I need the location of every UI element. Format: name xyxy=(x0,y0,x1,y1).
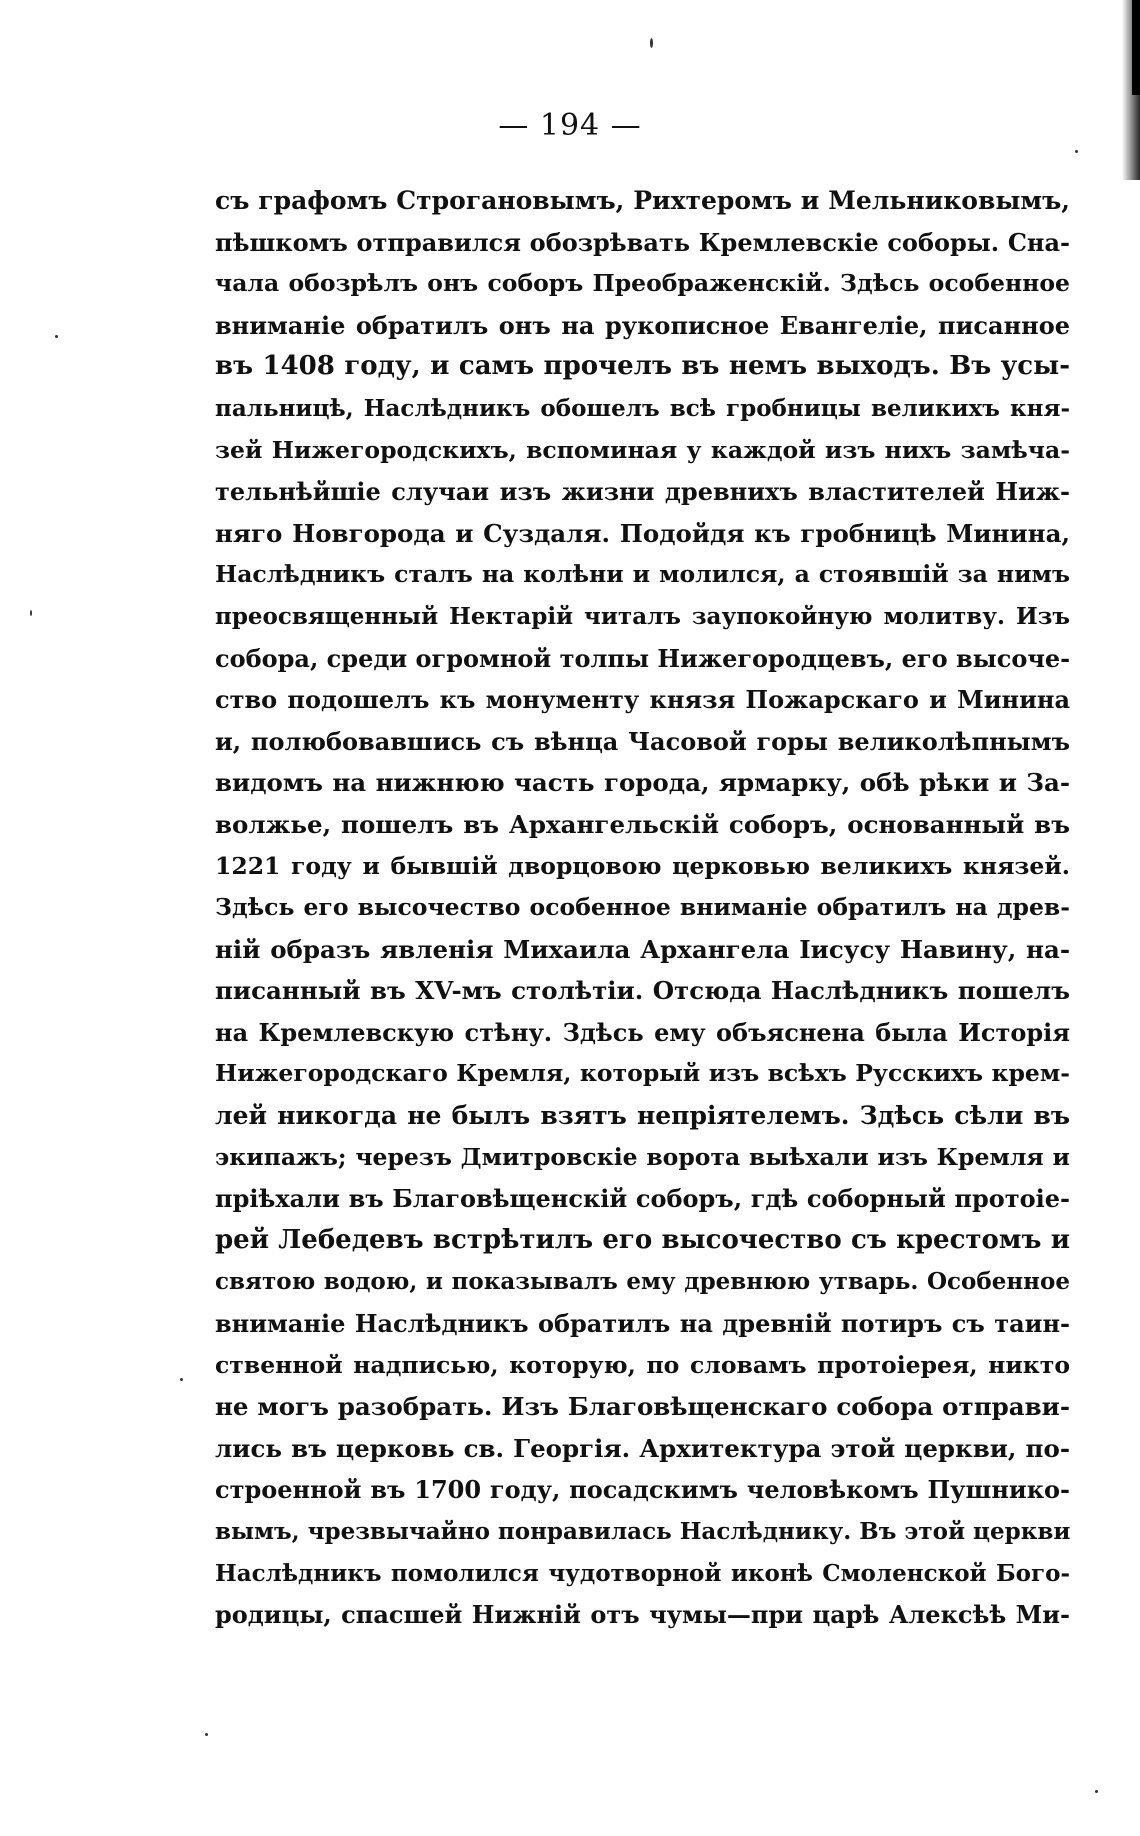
scan-speck xyxy=(650,38,653,48)
text-line: Нижегородскаго Кремля, который изъ всѣхъ Русскихъ крем- xyxy=(215,1059,1070,1088)
text-line: пѣшкомъ отправился обозрѣвать Кремлевскіе соборы. Сна- xyxy=(215,227,1070,257)
text-line: собора, среди огромной толпы Нижегородцевъ, его высоче- xyxy=(215,643,1071,673)
text-line: пальницѣ, Наслѣдникъ обошелъ всѣ гробницы великихъ кня- xyxy=(215,394,1070,422)
text-line: на Кремлевскую стѣну. Здѣсь ему объяснена была Исторія xyxy=(215,1017,1070,1047)
text-line: 1221 году и бывшій дворцовою церковью великихъ князей. xyxy=(215,851,1070,880)
text-line: Здѣсь его высочество особенное вниманіе обратилъ на древ- xyxy=(215,893,1070,922)
text-line: рей Лебедевъ встрѣтилъ его высочество съ крестомъ и xyxy=(215,1224,1070,1255)
text-line: ственной надписью, которую, по словамъ протоіерея, никто xyxy=(215,1350,1070,1379)
text-line: строенной въ 1700 году, посадскимъ человѣкомъ Пушнико- xyxy=(215,1475,1070,1505)
text-line: ство подошелъ къ монументу князя Пожарскаго и Минина xyxy=(215,685,1070,715)
scan-speck xyxy=(1075,150,1078,153)
text-line: лись въ церковь св. Георгія. Архитектура этой церкви, по- xyxy=(215,1433,1070,1463)
scan-speck xyxy=(1095,1790,1098,1793)
text-line: съ графомъ Строгановымъ, Рихтеромъ и Мельниковымъ, xyxy=(215,186,1070,215)
text-line: зей Нижегородскихъ, вспоминая у каждой изъ нихъ замѣча- xyxy=(215,435,1070,464)
text-line: не могъ разобрать. Изъ Благовѣщенскаго собора отправи- xyxy=(215,1392,1070,1422)
text-line: и, полюбовавшись съ вѣнца Часовой горы великолѣпнымъ xyxy=(215,726,1070,756)
text-line: святою водою, и показывалъ ему древнюю утварь. Особенное xyxy=(215,1268,1070,1296)
page-number: — 194 — xyxy=(498,108,642,143)
text-line: лей никогда не былъ взятъ непріятелемъ. Здѣсь сѣли въ xyxy=(215,1101,1070,1131)
text-line: преосвященный Нектарій читалъ заупокойную молитву. Изъ xyxy=(215,602,1070,630)
text-line: чала обозрѣлъ онъ соборъ Преображенскій. Здѣсь особенное xyxy=(215,269,1070,298)
text-line: вниманіе обратилъ онъ на рукописное Евангеліе, писанное xyxy=(215,310,1070,340)
text-line: родицы, спасшей Нижній отъ чумы—при царѣ Алексѣѣ Ми- xyxy=(215,1600,1070,1630)
text-line: экипажъ; черезъ Дмитровскіе ворота выѣхали изъ Кремля и xyxy=(215,1142,1070,1171)
page-edge-mark xyxy=(1132,0,1140,95)
scan-speck xyxy=(55,335,58,338)
text-line: волжье, пошелъ въ Архангельскій соборъ, основанный въ xyxy=(215,809,1070,839)
body-text xyxy=(215,180,1070,1636)
text-line: вымъ, чрезвычайно понравилась Наслѣднику. Въ этой церкви xyxy=(215,1518,1071,1545)
text-line: тельнѣйшіе случаи изъ жизни древнихъ властителей Ниж- xyxy=(215,477,1070,507)
scan-speck xyxy=(30,610,32,616)
text-line: Наслѣдникъ помолился чудотворной иконѣ Смоленской Бого- xyxy=(215,1559,1070,1587)
scan-speck xyxy=(205,1733,208,1736)
text-line: Наслѣдникъ сталъ на колѣни и молился, а стоявшій за нимъ xyxy=(215,560,1070,589)
text-line: видомъ на нижнюю часть города, ярмарку, обѣ рѣки и За- xyxy=(215,768,1070,798)
text-line: ній образъ явленія Михаила Архангела Іисусу Навину, на- xyxy=(215,934,1070,964)
text-line: писанный въ XV-мъ столѣтіи. Отсюда Наслѣдникъ пошелъ xyxy=(215,976,1070,1006)
text-line: вниманіе Наслѣдникъ обратилъ на древній потиръ съ таин- xyxy=(215,1309,1070,1339)
text-line: няго Новгорода и Суздаля. Подойдя къ гробницѣ Минина, xyxy=(215,518,1070,548)
scan-speck xyxy=(180,1378,183,1381)
text-line: пріѣхали въ Благовѣщенскій соборъ, гдѣ соборный протоіе- xyxy=(215,1184,1070,1214)
text-line: въ 1408 году, и самъ прочелъ въ немъ выходъ. Въ усы- xyxy=(215,351,1070,382)
